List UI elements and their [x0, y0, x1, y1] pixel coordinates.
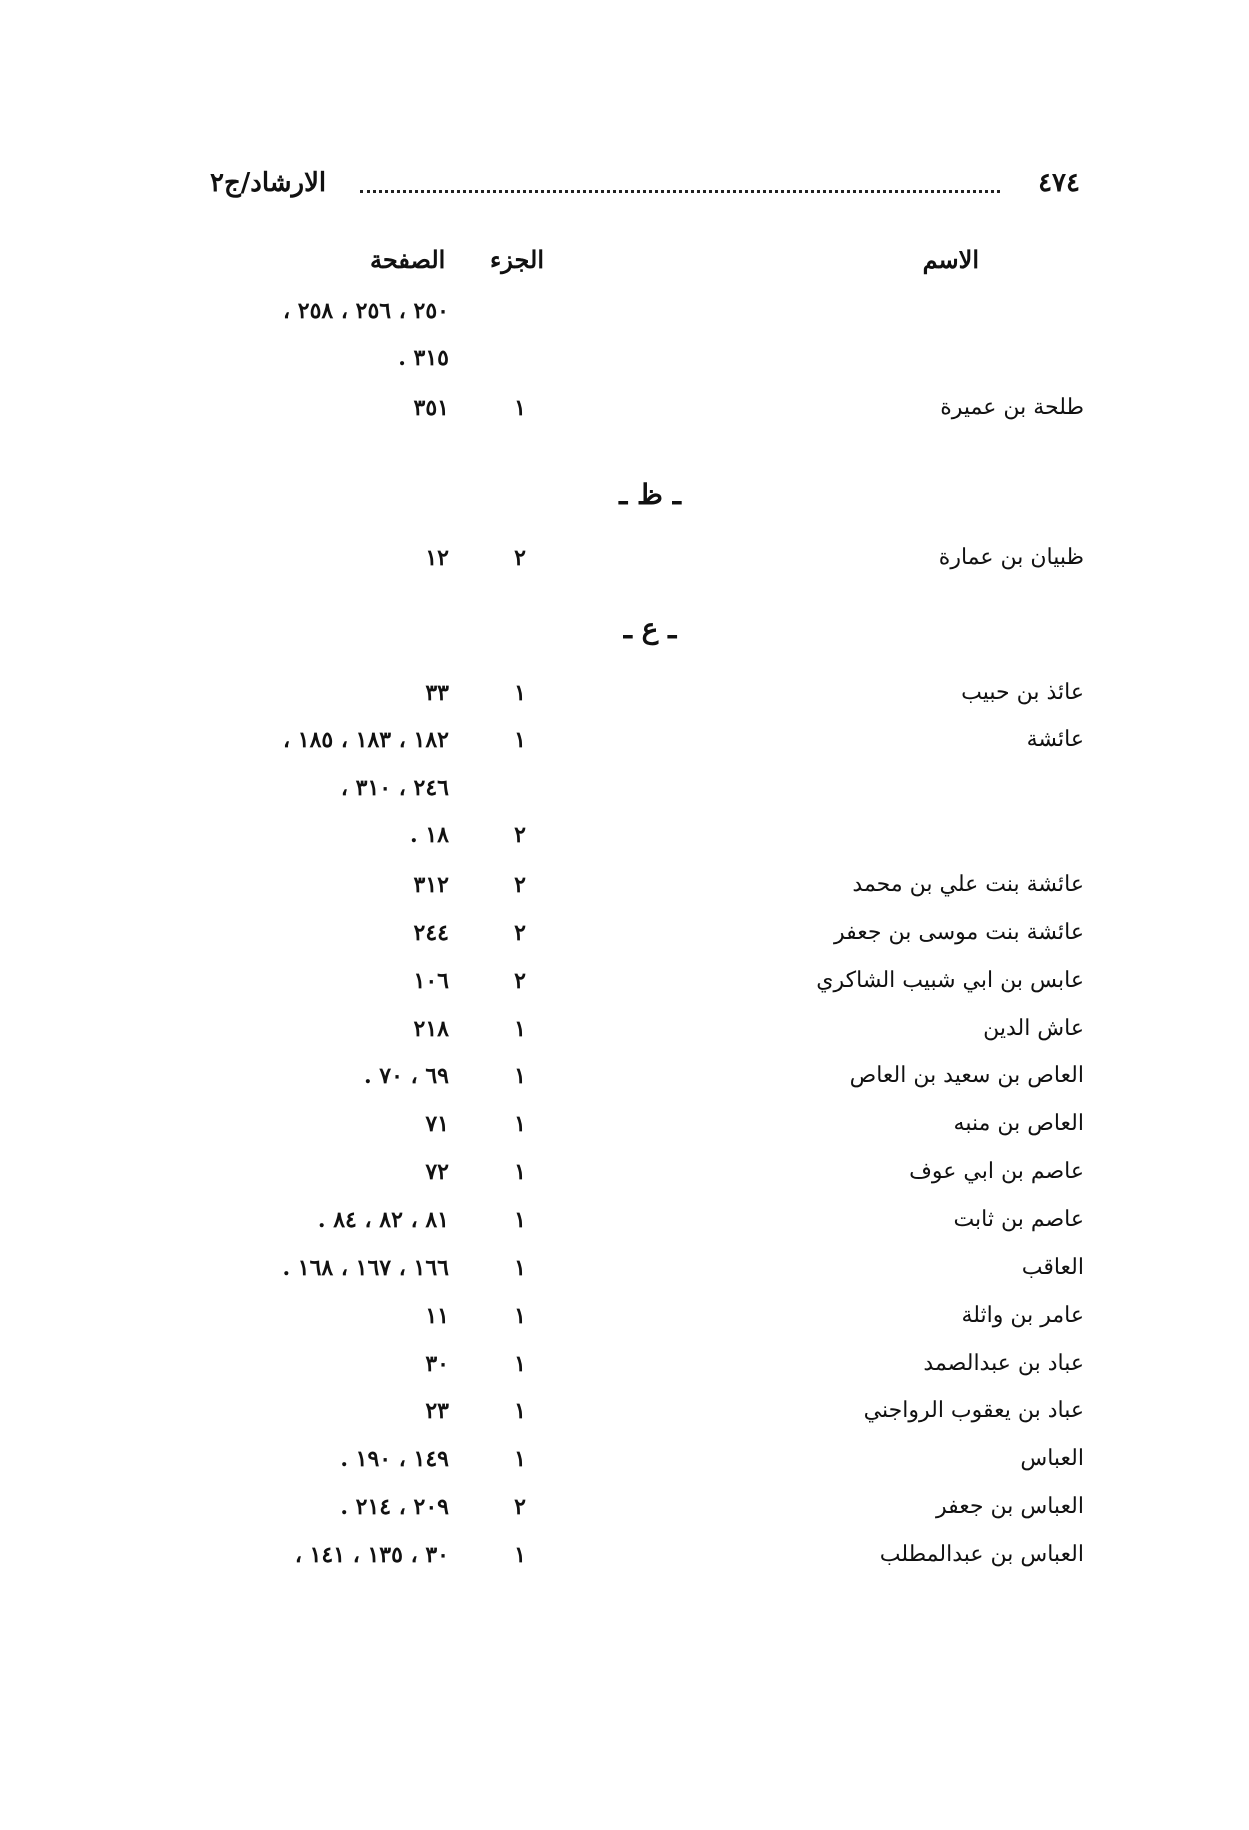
column-heading-name: الاسم [922, 245, 979, 274]
entry-volume: ٢ [514, 872, 526, 898]
index-row [0, 822, 1249, 862]
page-number: ٤٧٤ [1038, 168, 1080, 198]
entry-volume: ١ [514, 395, 526, 421]
entry-pages: ٧١ [425, 1111, 449, 1137]
entry-pages: ٨١ ، ٨٢ ، ٨٤ . [317, 1207, 449, 1233]
entry-volume: ١ [514, 1542, 526, 1568]
entry-pages: ٣٠ [425, 1351, 449, 1377]
index-row [0, 1159, 1249, 1199]
entry-volume: ٢ [514, 920, 526, 946]
entry-volume: ٢ [514, 1494, 526, 1520]
pages: ٣١٥ . [398, 345, 449, 371]
index-row [0, 545, 1249, 585]
entry-volume: ١ [514, 727, 526, 753]
entry-name: عائشة بنت علي بن محمد [852, 872, 1084, 897]
section-heading-ayn: ـ ع ـ [623, 612, 677, 645]
entry-pages: ١١ [425, 1303, 449, 1329]
column-heading-volume: الجزء [490, 245, 544, 274]
continuation-row [0, 345, 1249, 385]
index-row [0, 1351, 1249, 1391]
index-row [0, 775, 1249, 815]
entry-pages: ١٨٢ ، ١٨٣ ، ١٨٥ ، [283, 727, 449, 753]
index-row [0, 1398, 1249, 1438]
entry-name: عائذ بن حبيب [961, 680, 1084, 705]
index-row [0, 395, 1249, 435]
index-row [0, 920, 1249, 960]
section-heading-za: ـ ظ ـ [619, 478, 681, 511]
entry-pages: ٢٤٦ ، ٣١٠ ، [340, 775, 449, 801]
entry-pages: ٣٠ ، ١٣٥ ، ١٤١ ، [294, 1542, 449, 1568]
index-row [0, 1016, 1249, 1056]
entry-name: عامر بن واثلة [961, 1303, 1084, 1328]
index-row [0, 1303, 1249, 1343]
entry-volume: ١ [514, 1016, 526, 1042]
entry-volume: ١ [514, 1446, 526, 1472]
entry-name: العاص بن منبه [953, 1111, 1084, 1136]
entry-pages: ١٠٦ [413, 968, 449, 994]
book-title: الارشاد/ج٢ [210, 168, 327, 198]
entry-name: عاصم بن ابي عوف [909, 1159, 1084, 1184]
entry-name: عباد بن عبدالصمد [923, 1351, 1084, 1376]
entry-pages: ١٨ . [410, 822, 449, 848]
index-row [0, 872, 1249, 912]
entry-name: العاص بن سعيد بن العاص [849, 1063, 1084, 1088]
index-row [0, 727, 1249, 767]
entry-volume: ٢ [514, 545, 526, 571]
entry-pages: ٢٣ [425, 1398, 449, 1424]
pages: ٢٥٠ ، ٢٥٦ ، ٢٥٨ ، [283, 298, 449, 324]
entry-name: عائشة بنت موسى بن جعفر [834, 920, 1084, 945]
entry-pages: ٣٥١ [413, 395, 449, 421]
index-row [0, 1255, 1249, 1295]
entry-pages: ٦٩ ، ٧٠ . [363, 1063, 449, 1089]
entry-volume: ٢ [514, 822, 526, 848]
entry-volume: ١ [514, 1351, 526, 1377]
index-row [0, 1446, 1249, 1486]
page-header [210, 168, 1080, 208]
entry-volume: ١ [514, 1398, 526, 1424]
index-row [0, 1207, 1249, 1247]
entry-pages: ٣١٢ [413, 872, 449, 898]
entry-name: العباس بن عبدالمطلب [879, 1542, 1084, 1567]
entry-name: عائشة [1026, 727, 1084, 752]
entry-volume: ١ [514, 1303, 526, 1329]
entry-volume: ١ [514, 1063, 526, 1089]
entry-name: ظبيان بن عمارة [938, 545, 1084, 570]
entry-name: العاقب [1021, 1255, 1084, 1280]
entry-pages: ١٤٩ ، ١٩٠ . [340, 1446, 449, 1472]
entry-volume: ١ [514, 1255, 526, 1281]
index-row [0, 1542, 1249, 1582]
index-row [0, 968, 1249, 1008]
continuation-row [0, 298, 1249, 338]
entry-volume: ٢ [514, 968, 526, 994]
index-row [0, 1111, 1249, 1151]
entry-volume: ١ [514, 1111, 526, 1137]
entry-name: عاش الدين [983, 1016, 1084, 1041]
column-heading-page: الصفحة [370, 245, 446, 274]
entry-pages: ١٦٦ ، ١٦٧ ، ١٦٨ . [282, 1255, 449, 1281]
entry-pages: ٧٢ [425, 1159, 449, 1185]
entry-volume: ١ [514, 1159, 526, 1185]
index-row [0, 1494, 1249, 1534]
index-row [0, 680, 1249, 720]
entry-name: العباس بن جعفر [936, 1494, 1084, 1519]
entry-name: العباس [1020, 1446, 1084, 1471]
entry-name: عاصم بن ثابت [953, 1207, 1084, 1232]
entry-pages: ٢٠٩ ، ٢١٤ . [340, 1494, 449, 1520]
entry-pages: ٣٣ [425, 680, 449, 706]
entry-name: طلحة بن عميرة [940, 395, 1084, 420]
entry-pages: ١٢ [425, 545, 449, 571]
entry-volume: ١ [514, 680, 526, 706]
entry-name: عابس بن ابي شبيب الشاكري [816, 968, 1084, 993]
index-row [0, 1063, 1249, 1103]
entry-volume: ١ [514, 1207, 526, 1233]
entry-pages: ٢١٨ [413, 1016, 449, 1042]
header-dot-leader [360, 190, 1000, 193]
entry-name: عباد بن يعقوب الرواجني [863, 1398, 1084, 1423]
entry-pages: ٢٤٤ [413, 920, 449, 946]
